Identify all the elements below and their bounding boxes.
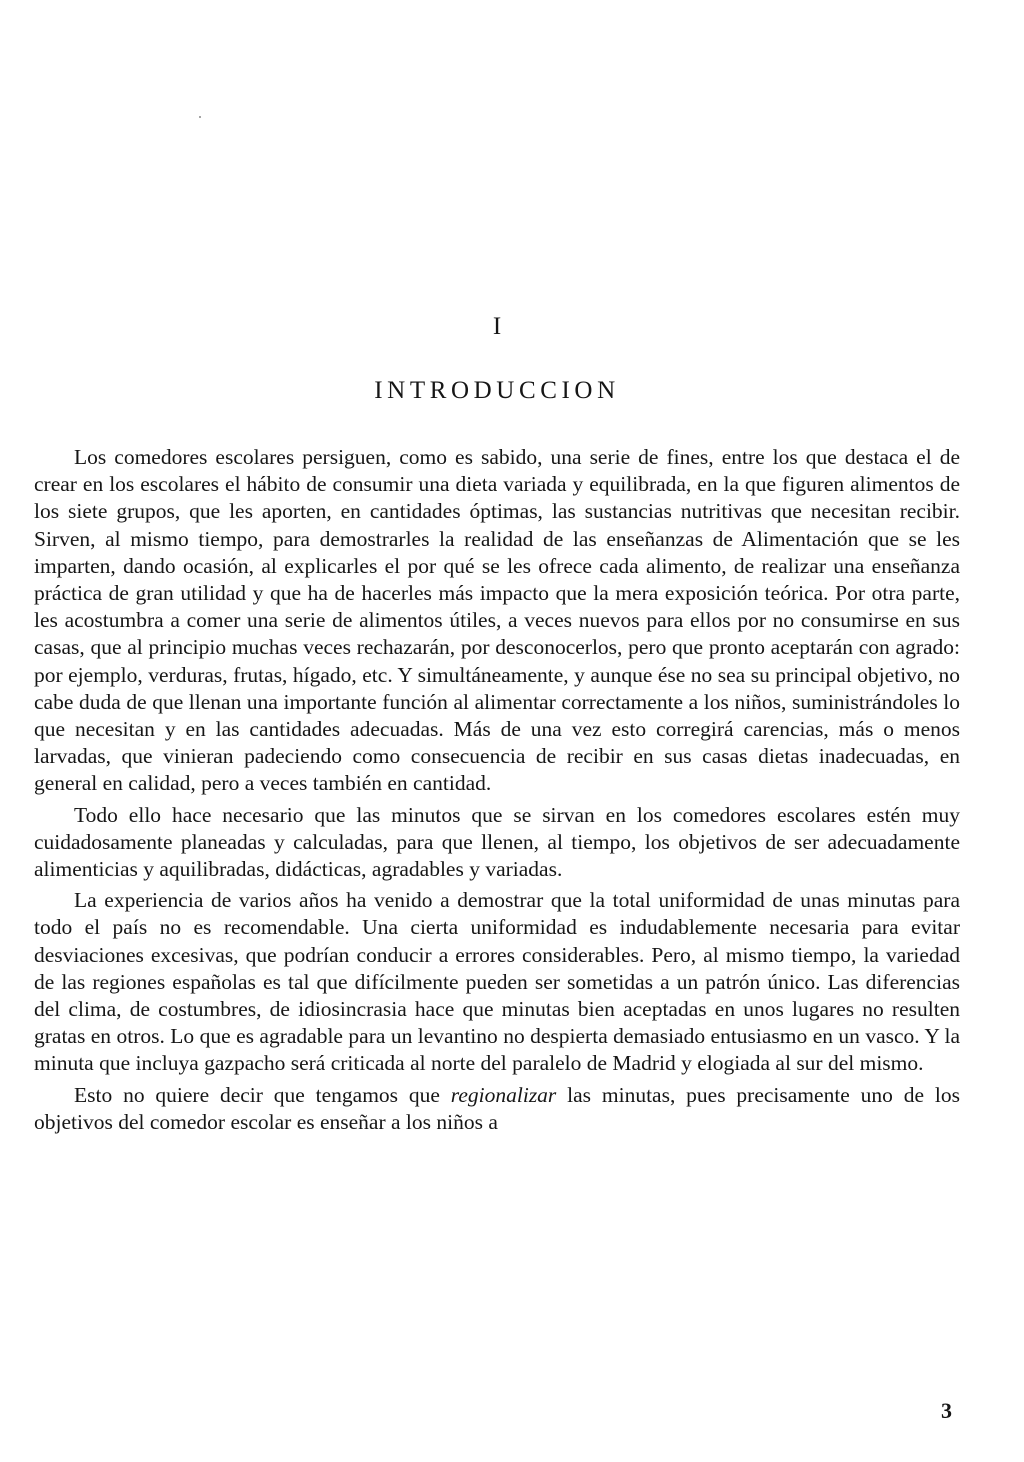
chapter-title: INTRODUCCION xyxy=(374,377,620,404)
paragraph-2 xyxy=(34,802,960,884)
chapter-body xyxy=(34,444,960,1140)
chapter-number: I xyxy=(492,313,502,340)
paragraph-4-emphasis: regionalizar xyxy=(450,1082,557,1107)
paragraph-2-text: Todo ello hace necesario que las minutos que se sirvan en los comedores escolares estén muy cuidadosamente planeadas y calculadas, para que llenen, al tiempo, los objetivos de ser adecuadamente alimenticias y aquilibradas, didácticas, agradables y variadas. xyxy=(34,802,960,882)
paragraph-4 xyxy=(34,1082,960,1136)
paragraph-4-text-start: Esto no quiere decir que tengamos que xyxy=(74,1082,451,1107)
paragraph-1 xyxy=(34,444,960,798)
paragraph-3-text: La experiencia de varios años ha venido a demostrar que la total uniformidad de unas minutas para todo el país no es recomendable. Una cierta uniformidad es indudablemente necesaria para evitar desviaciones excesivas, que podrían conducir a errores considerables. Pero, al mismo tiempo, la variedad de las regiones españolas es tal que difícilmente pueden ser sometidas a un patrón único. Las diferencias del clima, de costumbres, de idiosincrasia hace que minutas bien aceptadas en unos lugares no resulten gratas en otros. Lo que es agradable para un levantino no despierta demasiado entusiasmo en un vasco. Y la minuta que incluya gazpacho será criticada al norte del paralelo de Madrid y elogiada al sur del mismo. xyxy=(34,888,960,1076)
page-number: 3 xyxy=(941,1398,952,1423)
paragraph-3 xyxy=(34,887,960,1077)
book-page xyxy=(34,0,960,1462)
paragraph-4-text-end: las minutas, pues precisamente uno de los objetivos del comedor escolar es enseñar a los niños a xyxy=(34,1082,960,1134)
paragraph-1-text: Los comedores escolares persiguen, como es sabido, una serie de fines, entre los que destaca el de crear en los escolares el hábito de consumir una dieta variada y equilibrada, en la que figuren alimentos de los siete grupos, que les aporten, en cantidades óptimas, las sustancias nutritivas que necesitan recibir. Sirven, al mismo tiempo, para demostrarles la realidad de las enseñanzas de Alimentación que se les imparten, dando ocasión, al explicarles el por qué se les ofrece cada alimento, de realizar una enseñanza práctica de gran utilidad y que ha de hacerles más impacto que la mera exposición teórica. Por otra parte, les acostumbra a comer una serie de alimentos útiles, a veces nuevos para ellos por no consumirse en sus casas, que al principio muchas veces rechazarán, por desconocerlos, pero que pronto aceptarán con agrado: por ejemplo, verduras, frutas, hígado, etc. Y simultáneamente, y aunque ése no sea su principal objetivo, no cabe duda de que llenan una importante función al alimentar correctamente a los niños, suministrándoles lo que necesitan y en las cantidades adecuadas. Más de una vez esto corregirá carencias, más o menos larvadas, que vinieran padeciendo como consecuencia de recibir en sus casas dietas inadecuadas, en general en calidad, pero a veces también en cantidad. xyxy=(34,445,960,796)
print-speck xyxy=(199,116,201,118)
